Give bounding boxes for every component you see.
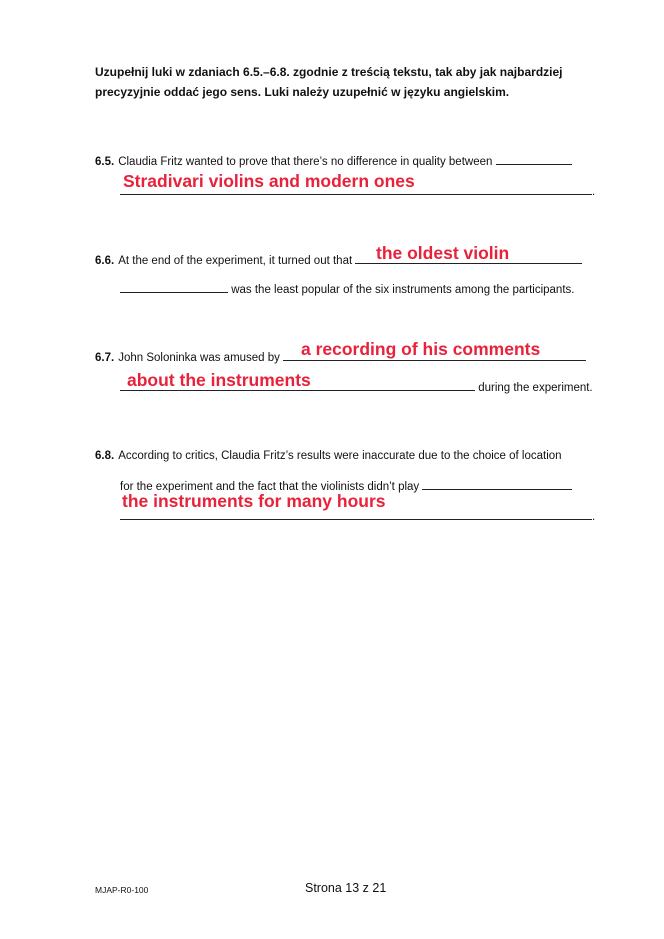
question-text-continued: during the experiment. [478, 382, 593, 394]
instructions-line-1: Uzupełnij luki w zdaniach 6.5.–6.8. zgodnie z treścią tekstu, tak aby jak najbardziej [95, 65, 563, 79]
handwritten-answer-6-6: the oldest violin [376, 243, 510, 263]
answer-blank[interactable] [496, 153, 572, 165]
question-text: John Soloninka was amused by [118, 352, 280, 364]
exam-code: MJAP-R0-100 [95, 885, 149, 895]
task-instructions [95, 62, 595, 102]
question-number: 6.7. [95, 352, 115, 364]
page-number: Strona 13 z 21 [305, 881, 387, 895]
answer-blank[interactable] [422, 478, 572, 490]
question-text-continued: for the experiment and the fact that the violinists didn’t play [120, 481, 420, 493]
question-text: According to critics, Claudia Fritz’s results were inaccurate due to the choice of location [118, 450, 562, 462]
question-number: 6.5. [95, 156, 115, 168]
question-6-8-line-1 [95, 449, 562, 463]
sentence-end: . [592, 186, 596, 198]
question-6-5-line-1 [95, 153, 572, 169]
handwritten-answer-6-7-part-2: about the instruments [127, 370, 311, 390]
question-number: 6.8. [95, 450, 115, 462]
handwritten-answer-6-7-part-1: a recording of his comments [301, 339, 541, 359]
sentence-end: . [592, 511, 596, 523]
question-text-continued: was the least popular of the six instruments among the participants. [231, 284, 575, 296]
handwritten-answer-6-8: the instruments for many hours [122, 491, 386, 511]
question-number: 6.6. [95, 255, 115, 267]
answer-blank[interactable] [120, 281, 228, 293]
question-text: At the end of the experiment, it turned out that [118, 255, 353, 267]
instructions-line-2: precyzyjnie oddać jego sens. Luki należy uzupełnić w języku angielskim. [95, 85, 510, 99]
question-text: Claudia Fritz wanted to prove that there’s no difference in quality between [118, 156, 493, 168]
question-6-6-line-1 [95, 252, 582, 268]
handwritten-answer-6-5: Stradivari violins and modern ones [123, 171, 415, 191]
question-6-6-line-2 [120, 281, 574, 297]
